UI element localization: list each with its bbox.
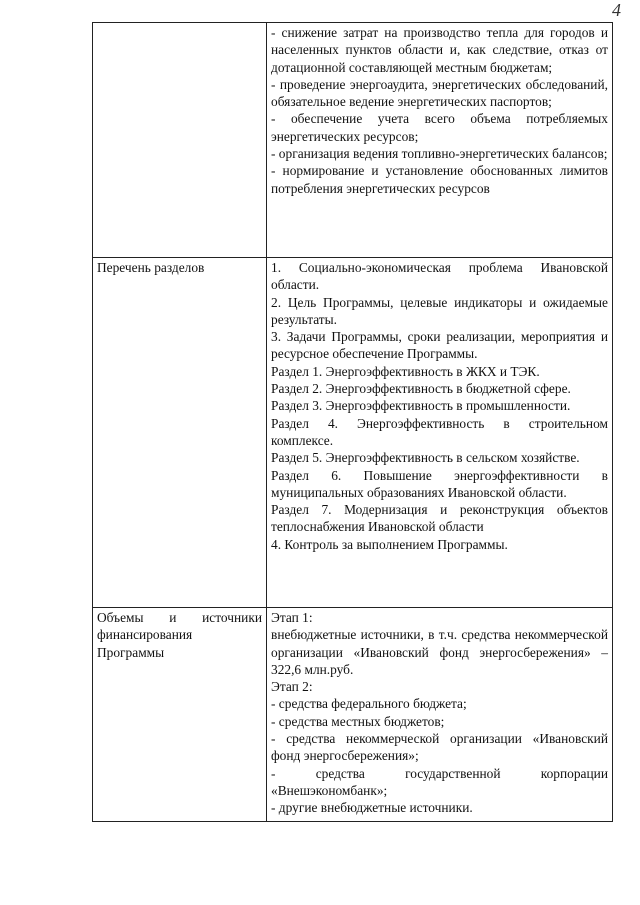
table-row (93, 23, 613, 258)
table-row (93, 258, 613, 608)
row-content (267, 258, 613, 608)
program-passport-table (92, 22, 613, 822)
row-content (267, 608, 613, 822)
page-number: 4 (612, 0, 621, 20)
list-item: - проведение энергоаудита, энергетических обследований, обязательное ведение энергетических паспортов; (271, 76, 608, 110)
list-item: внебюджетные источники, в т.ч. средства некоммерческой организации «Ивановский фонд энергосбережения» – 322,6 млн.руб. (271, 627, 608, 677)
list-item: Раздел 3. Энергоэффективность в промышленности. (271, 398, 571, 414)
list-item: - средства местных бюджетов; (271, 713, 445, 729)
list-item: - снижение затрат на производство тепла для городов и населенных пунктов области и, как следствие, отказ от дотационной составляющей местным бюджетам; (271, 25, 608, 75)
list-item: - средства некоммерческой организации «Ивановский фонд энергосбережения»; (271, 731, 608, 764)
list-item: - нормирование и установление обоснованных лимитов потребления энергетических ресурсов (271, 163, 608, 196)
list-item: - средства федерального бюджета; (271, 696, 467, 712)
list-item: Раздел 4. Энергоэффективность в строительном комплексе. (271, 415, 608, 448)
row-label (93, 23, 267, 258)
list-item: - обеспечение учета всего объема потребляемых энергетических ресурсов; (271, 111, 608, 144)
list-item: Раздел 1. Энергоэффективность в ЖКХ и ТЭК. (271, 363, 540, 379)
list-item: 1. Социально-экономическая проблема Ивановской области. (271, 260, 608, 293)
list-item: - другие внебюджетные источники. (271, 800, 473, 816)
list-item: - организация ведения топливно-энергетических балансов; (271, 146, 608, 162)
list-item: Этап 2: (271, 679, 313, 695)
table-row (93, 608, 613, 822)
row-content (267, 23, 613, 258)
list-item: Раздел 7. Модернизация и реконструкция объектов теплоснабжения Ивановской области (271, 502, 608, 535)
row-label: Объемы и источники финансирования Программы (93, 608, 267, 822)
list-item: Этап 1: (271, 610, 313, 625)
list-item: Раздел 6. Повышение энергоэффективности в муниципальных образованиях Ивановской области. (271, 467, 608, 500)
list-item: Раздел 5. Энергоэффективность в сельском хозяйстве. (271, 450, 580, 466)
list-item: - средства государственной корпорации «Внешэкономбанк»; (271, 765, 608, 798)
list-item: 4. Контроль за выполнением Программы. (271, 536, 508, 552)
list-item: Раздел 2. Энергоэффективность в бюджетной сфере. (271, 381, 571, 397)
row-label: Перечень разделов (93, 258, 267, 608)
list-item: 2. Цель Программы, целевые индикаторы и ожидаемые результаты. (271, 294, 608, 327)
list-item: 3. Задачи Программы, сроки реализации, мероприятия и ресурсное обеспечение Программы. (271, 329, 608, 362)
